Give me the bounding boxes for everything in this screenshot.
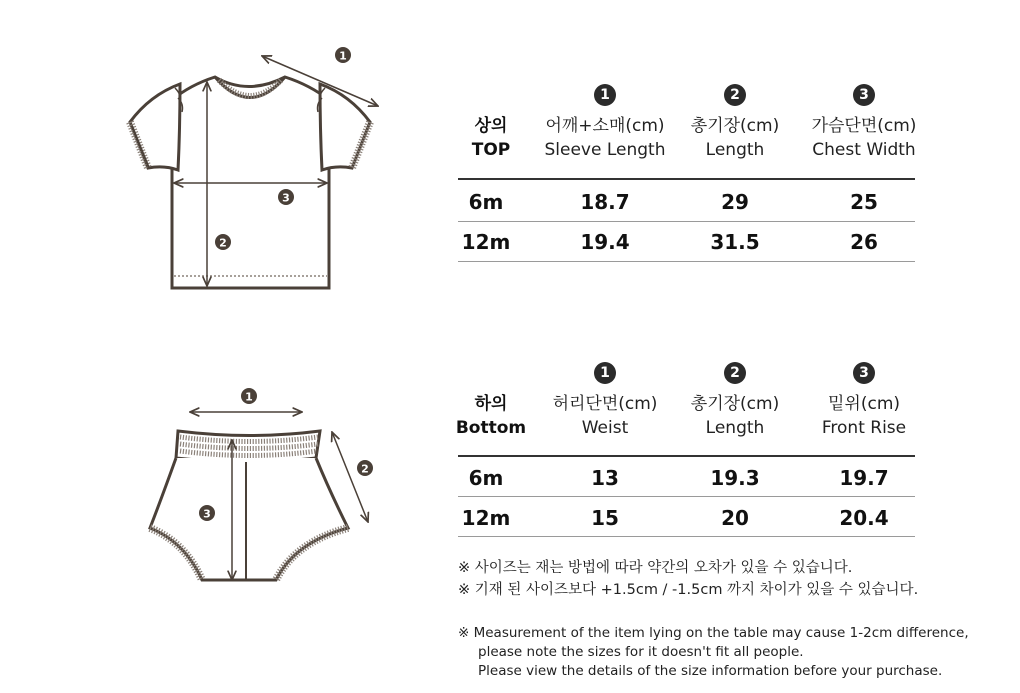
english-notes [458,624,969,681]
bottom-header-lead: 하의 Bottom [455,394,527,438]
bottom-table-header [455,392,915,442]
svg-text:1: 1 [245,390,253,404]
bottom-header-length: 총기장(cm) Length [690,394,780,438]
badge-chest: 3 [853,84,875,106]
table-row [458,499,915,537]
bottom-header-waist: 허리단면(cm) Weist [552,394,658,438]
table-row [458,223,915,261]
shorts-marker-2 [357,460,373,476]
note-line: ※ 기재 된 사이즈보다 +1.5cm / -1.5cm 까지 차이가 있을 수 있습니다. [458,582,919,598]
value-cell: 18.7 [580,190,630,214]
top-header-rule [458,178,915,180]
shorts-illustration [140,382,390,592]
badge-waist: 1 [594,362,616,384]
value-cell: 15 [591,506,619,530]
top-header-lead: 상의 TOP [471,116,511,160]
tshirt-marker-2 [215,234,231,250]
badge-length: 2 [724,84,746,106]
value-cell: 19.3 [710,466,760,490]
svg-text:2: 2 [361,462,369,476]
top-table-header [458,114,915,164]
size-label: 12m [461,506,511,530]
value-cell: 20 [721,506,749,530]
value-cell: 31.5 [710,230,760,254]
value-cell: 19.7 [839,466,889,490]
top-size-table [458,84,915,264]
top-column-badges [458,84,915,110]
note-line: please note the sizes for it doesn't fit all people. [478,644,804,660]
table-row [458,183,915,221]
badge-length: 2 [724,362,746,384]
value-cell: 20.4 [839,506,889,530]
tshirt-illustration [120,40,390,295]
size-label: 6m [468,466,504,490]
size-label: 12m [461,230,511,254]
row-divider [458,221,915,222]
svg-text:3: 3 [282,191,290,205]
svg-text:2: 2 [219,236,227,250]
value-cell: 25 [850,190,878,214]
bottom-size-table [455,362,915,542]
top-header-chest: 가슴단면(cm) Chest Width [811,116,917,160]
tshirt-marker-1 [335,47,351,63]
top-header-sleeve: 어깨+소매(cm) Sleeve Length [544,116,666,160]
badge-front-rise: 3 [853,362,875,384]
shorts-marker-1 [241,388,257,404]
korean-notes [458,557,918,601]
row-divider [458,496,915,497]
bottom-header-front-rise: 밑위(cm) Front Rise [821,394,907,438]
bottom-column-badges [458,362,915,388]
tshirt-marker-3 [278,189,294,205]
value-cell: 13 [591,466,619,490]
note-line: ※ Measurement of the item lying on the table may cause 1-2cm difference, [458,625,969,641]
row-divider [458,536,915,537]
badge-sleeve: 1 [594,84,616,106]
table-row [458,459,915,497]
shorts-marker-3 [199,505,215,521]
value-cell: 29 [721,190,749,214]
top-header-length: 총기장(cm) Length [690,116,780,160]
row-divider [458,261,915,262]
svg-text:3: 3 [203,507,211,521]
size-label: 6m [468,190,504,214]
svg-text:1: 1 [339,49,347,63]
value-cell: 26 [850,230,878,254]
value-cell: 19.4 [580,230,630,254]
note-line: Please view the details of the size information before your purchase. [478,663,943,679]
bottom-header-rule [458,455,915,457]
note-line: ※ 사이즈는 재는 방법에 따라 약간의 오차가 있을 수 있습니다. [458,560,853,576]
